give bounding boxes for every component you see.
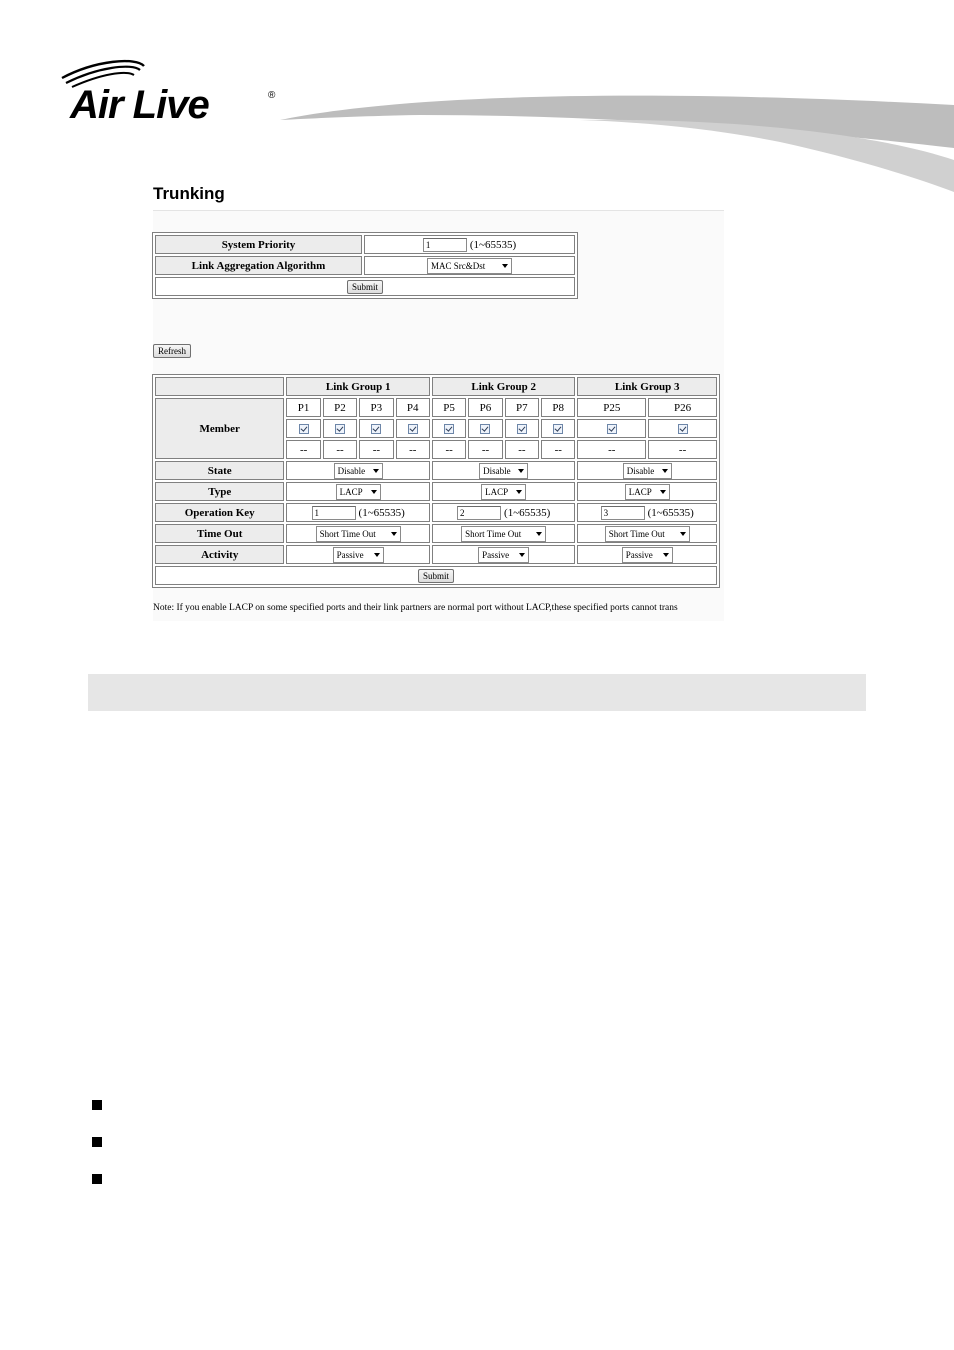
port-checkbox-cell: [286, 419, 320, 438]
type-row: [155, 482, 717, 501]
activity-select-value: Passive: [336, 549, 364, 560]
operation-key-range: (1~65535): [504, 506, 551, 519]
operation-key-input-group-3[interactable]: 3: [601, 506, 645, 520]
port-status: --: [505, 440, 539, 459]
port-checkbox-cell: [432, 419, 466, 438]
algorithm-select[interactable]: [427, 258, 512, 274]
member-label: Member: [155, 398, 284, 459]
airlive-logo: [56, 58, 286, 128]
chevron-down-icon: [374, 553, 380, 557]
port-checkbox-p4[interactable]: [408, 424, 418, 434]
port-status: --: [541, 440, 575, 459]
group-3-title: Link Group 3: [577, 377, 717, 396]
chevron-down-icon: [680, 532, 686, 536]
operation-key-range: (1~65535): [647, 506, 694, 519]
chevron-down-icon: [391, 532, 397, 536]
timeout-select-group-3[interactable]: [605, 526, 690, 542]
operation-key-input-group-1[interactable]: 1: [312, 506, 356, 520]
type-select-group-2[interactable]: [481, 484, 526, 500]
activity-select-value: Passive: [482, 549, 510, 560]
algorithm-select-value: MAC Src&Dst: [431, 260, 486, 271]
timeout-select-value: Short Time Out: [319, 528, 376, 539]
state-select-value: Disable: [626, 465, 655, 476]
header-swoosh-graphic: [280, 60, 954, 200]
timeout-select-value: Short Time Out: [465, 528, 522, 539]
system-priority-label: System Priority: [155, 235, 362, 254]
port-checkbox-p8[interactable]: [553, 424, 563, 434]
type-label: Type: [155, 482, 284, 501]
port-status: --: [648, 440, 717, 459]
activity-cell: [577, 545, 717, 564]
group-2-title: Link Group 2: [432, 377, 576, 396]
type-cell: [577, 482, 717, 501]
state-select-value: Disable: [483, 465, 511, 476]
port-name: P5: [432, 398, 466, 417]
port-checkbox-p5[interactable]: [444, 424, 454, 434]
chevron-down-icon: [518, 469, 524, 473]
port-checkbox-p3[interactable]: [371, 424, 381, 434]
state-cell: [577, 461, 717, 480]
activity-label: Activity: [155, 545, 284, 564]
activity-select-value: Passive: [625, 549, 653, 560]
timeout-cell: [577, 524, 717, 543]
link-groups-table: [152, 374, 720, 588]
timeout-cell: [432, 524, 576, 543]
system-settings-table: [152, 232, 578, 299]
page-title: Trunking: [153, 184, 225, 203]
port-status: --: [323, 440, 357, 459]
system-submit-button[interactable]: Submit: [347, 280, 383, 294]
chevron-down-icon: [371, 490, 377, 494]
operation-key-range: (1~65535): [358, 506, 405, 519]
timeout-label: Time Out: [155, 524, 284, 543]
activity-cell: [432, 545, 576, 564]
port-status: --: [396, 440, 430, 459]
operation-key-cell: [286, 503, 430, 522]
type-cell: [286, 482, 430, 501]
port-status: --: [359, 440, 393, 459]
system-priority-input[interactable]: 1: [423, 238, 467, 252]
port-checkbox-p2[interactable]: [335, 424, 345, 434]
state-cell: [286, 461, 430, 480]
chevron-down-icon: [536, 532, 542, 536]
activity-cell: [286, 545, 430, 564]
port-name: P8: [541, 398, 575, 417]
port-status: --: [286, 440, 320, 459]
port-name: P2: [323, 398, 357, 417]
timeout-row: [155, 524, 717, 543]
port-checkbox-cell: [541, 419, 575, 438]
state-select-group-3[interactable]: [623, 463, 672, 479]
type-select-group-1[interactable]: [336, 484, 381, 500]
port-name: P1: [286, 398, 320, 417]
port-checkbox-cell: [505, 419, 539, 438]
port-status: --: [432, 440, 466, 459]
bullet-marker: [92, 1174, 102, 1184]
port-name: P25: [577, 398, 646, 417]
port-status: --: [468, 440, 502, 459]
port-name: P26: [648, 398, 717, 417]
registered-mark: ®: [268, 90, 276, 101]
type-select-group-3[interactable]: [625, 484, 670, 500]
timeout-select-group-1[interactable]: [316, 526, 401, 542]
state-cell: [432, 461, 576, 480]
bullet-marker: [92, 1137, 102, 1147]
port-name: P7: [505, 398, 539, 417]
port-checkbox-cell: [323, 419, 357, 438]
group-1-title: Link Group 1: [286, 377, 430, 396]
type-select-value: LACP: [339, 486, 363, 497]
refresh-button[interactable]: Refresh: [153, 344, 191, 358]
type-cell: [432, 482, 576, 501]
port-checkbox-cell: [359, 419, 393, 438]
port-name: P4: [396, 398, 430, 417]
group-header-row: [155, 377, 717, 396]
timeout-select-group-2[interactable]: [461, 526, 546, 542]
groups-submit-cell: [155, 566, 717, 585]
state-label: State: [155, 461, 284, 480]
operation-key-cell: [432, 503, 576, 522]
port-checkbox-p6[interactable]: [480, 424, 490, 434]
section-heading-band: [88, 674, 866, 711]
system-priority-range: (1~65535): [469, 238, 517, 251]
port-status: --: [577, 440, 646, 459]
operation-key-cell: [577, 503, 717, 522]
state-select-value: Disable: [337, 465, 366, 476]
chevron-down-icon: [663, 553, 669, 557]
activity-row: [155, 545, 717, 564]
system-priority-cell: [364, 235, 575, 254]
groups-submit-button[interactable]: Submit: [418, 569, 454, 583]
activity-select-group-1[interactable]: [333, 547, 384, 563]
timeout-select-value: Short Time Out: [608, 528, 665, 539]
timeout-cell: [286, 524, 430, 543]
lacp-note: Note: If you enable LACP on some specified ports and their link partners are normal port without LACP,these specified ports cannot trans: [153, 603, 678, 613]
port-checkbox-cell: [577, 419, 646, 438]
operation-key-input-group-2[interactable]: 2: [457, 506, 501, 520]
state-row: [155, 461, 717, 480]
port-name: P3: [359, 398, 393, 417]
type-select-value: LACP: [628, 486, 652, 497]
chevron-down-icon: [662, 469, 668, 473]
port-checkbox-p25[interactable]: [607, 424, 617, 434]
operation-key-label: Operation Key: [155, 503, 284, 522]
port-name: P6: [468, 398, 502, 417]
state-select-group-1[interactable]: [334, 463, 383, 479]
state-select-group-2[interactable]: [479, 463, 528, 479]
groups-submit-row: [155, 566, 717, 585]
activity-select-group-3[interactable]: [622, 547, 673, 563]
chevron-down-icon: [660, 490, 666, 494]
port-names-row: [155, 398, 717, 417]
port-checkbox-cell: [468, 419, 502, 438]
chevron-down-icon: [373, 469, 379, 473]
algorithm-cell: [364, 256, 575, 275]
port-checkbox-cell: [396, 419, 430, 438]
port-checkbox-p1[interactable]: [299, 424, 309, 434]
type-select-value: LACP: [485, 486, 509, 497]
bullet-marker: [92, 1100, 102, 1110]
port-checkbox-cell: [648, 419, 717, 438]
system-submit-cell: [155, 277, 575, 296]
algorithm-label: Link Aggregation Algorithm: [155, 256, 362, 275]
port-checkbox-p26[interactable]: [678, 424, 688, 434]
port-checkbox-p7[interactable]: [517, 424, 527, 434]
corner-cell: [155, 377, 284, 396]
chevron-down-icon: [502, 264, 508, 268]
chevron-down-icon: [519, 553, 525, 557]
activity-select-group-2[interactable]: [478, 547, 529, 563]
chevron-down-icon: [516, 490, 522, 494]
operation-key-row: [155, 503, 717, 522]
logo-wordmark: Air Live: [70, 83, 209, 127]
